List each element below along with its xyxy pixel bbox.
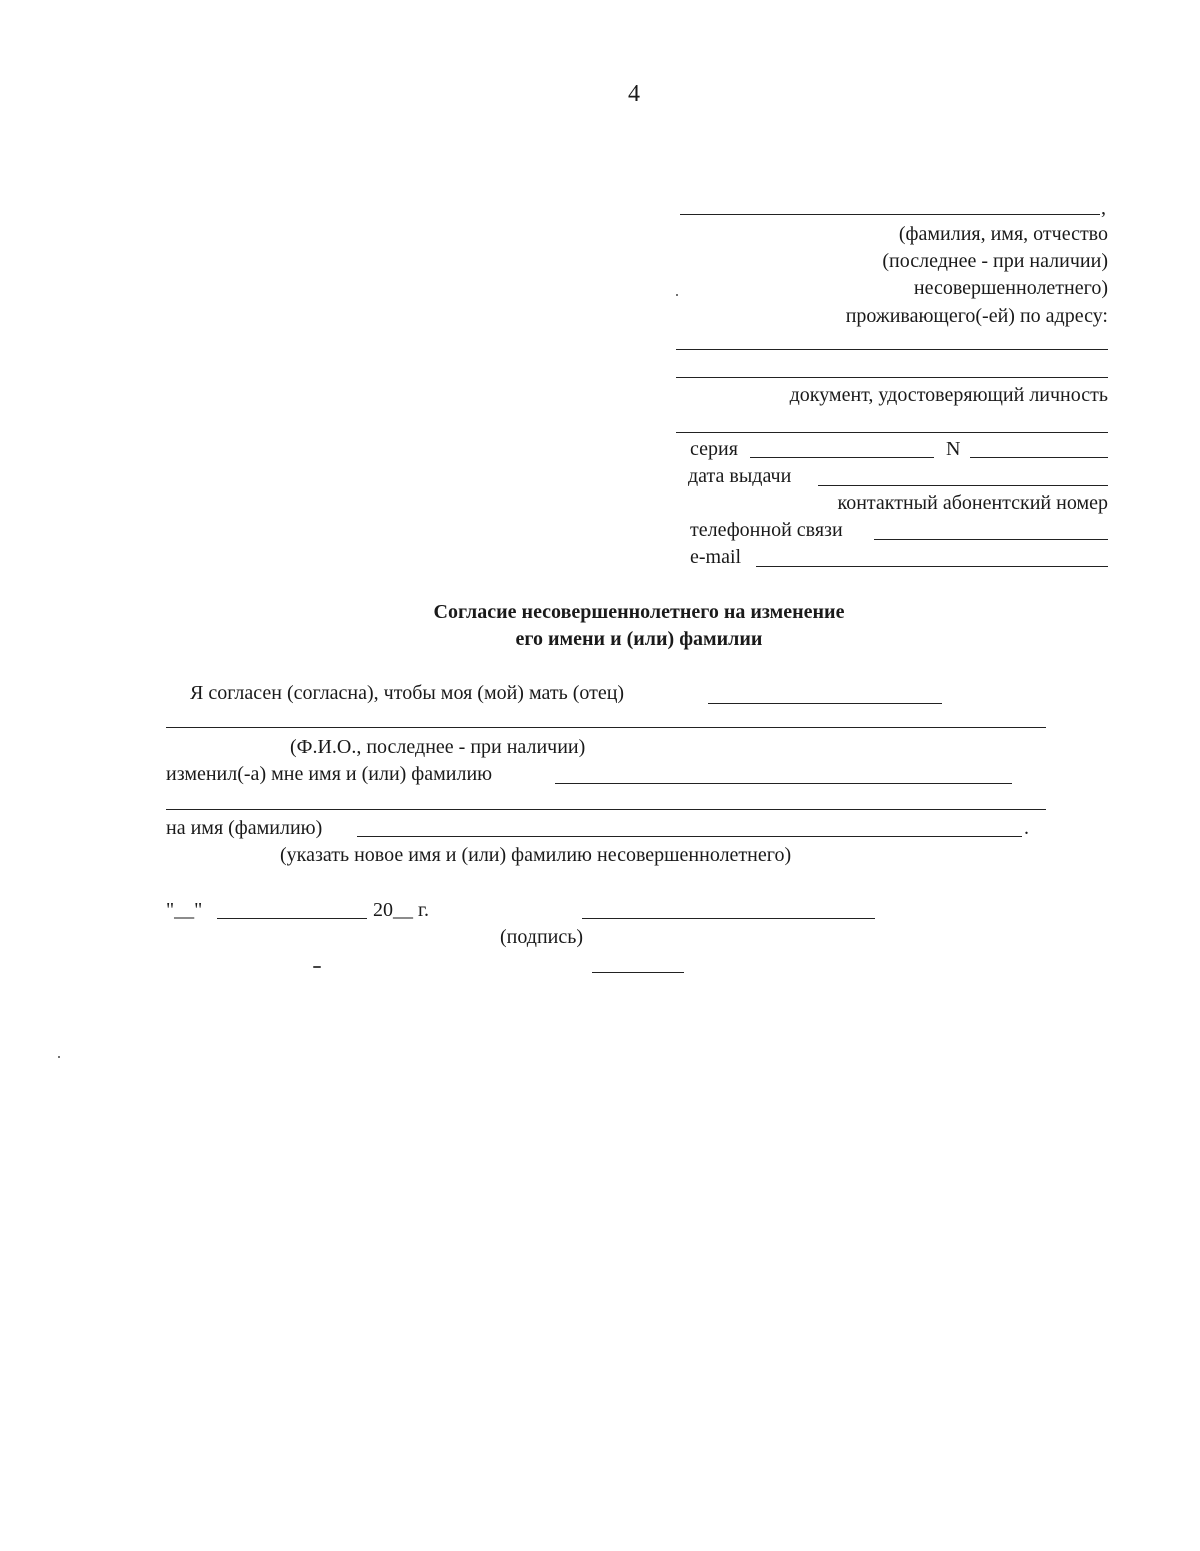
scan-speck (676, 294, 678, 296)
short-line (592, 972, 684, 973)
signature-field[interactable] (582, 918, 875, 919)
issue-date-field[interactable] (818, 485, 1108, 486)
new-name-period: . (1024, 817, 1029, 839)
date-day[interactable]: "__" (166, 899, 203, 921)
signature-caption: (подпись) (500, 926, 584, 948)
number-label: N (946, 438, 961, 460)
issue-date-label: дата выдачи (688, 465, 792, 487)
email-label: e-mail (690, 546, 742, 568)
new-name-caption: (указать новое имя и (или) фамилию несовершеннолетнего) (280, 844, 792, 866)
parent-name-line-2[interactable] (166, 727, 1046, 728)
new-name-field[interactable] (357, 836, 1022, 837)
consent-text: Я согласен (согласна), чтобы моя (мой) мать (отец) (190, 682, 625, 704)
phone-label: телефонной связи (690, 519, 843, 541)
fio-comma: , (1101, 197, 1106, 219)
scan-speck (313, 966, 321, 968)
id-doc-line[interactable] (676, 432, 1108, 433)
phone-field[interactable] (874, 539, 1108, 540)
series-label: серия (690, 438, 738, 460)
document-title-line-2: его имени и (или) фамилии (515, 628, 763, 650)
address-line-1[interactable] (676, 349, 1108, 350)
old-name-line-2[interactable] (166, 809, 1046, 810)
series-field[interactable] (750, 457, 934, 458)
parent-name-field[interactable] (708, 703, 942, 704)
fio-line[interactable] (680, 214, 1100, 215)
date-month-field[interactable] (217, 918, 367, 919)
changed-text: изменил(-а) мне имя и (или) фамилию (166, 763, 493, 785)
page-number: 4 (628, 81, 640, 107)
email-field[interactable] (756, 566, 1108, 567)
date-year: 20__ г. (373, 899, 429, 921)
fio-caption-3: несовершеннолетнего) (913, 277, 1108, 299)
address-caption: проживающего(-ей) по адресу: (845, 305, 1108, 327)
fio-caption-1: (фамилия, имя, отчество (898, 223, 1108, 245)
id-doc-caption: документ, удостоверяющий личность (789, 384, 1108, 406)
document-title-line-1: Согласие несовершеннолетнего на изменение (433, 601, 845, 623)
old-name-field[interactable] (555, 783, 1012, 784)
new-name-label: на имя (фамилию) (166, 817, 323, 839)
address-line-2[interactable] (676, 377, 1108, 378)
fio-caption-2: (последнее - при наличии) (882, 250, 1108, 272)
scan-speck (58, 1056, 60, 1058)
contact-caption: контактный абонентский номер (837, 492, 1108, 514)
number-field[interactable] (970, 457, 1108, 458)
parent-fio-caption: (Ф.И.О., последнее - при наличии) (290, 736, 586, 758)
